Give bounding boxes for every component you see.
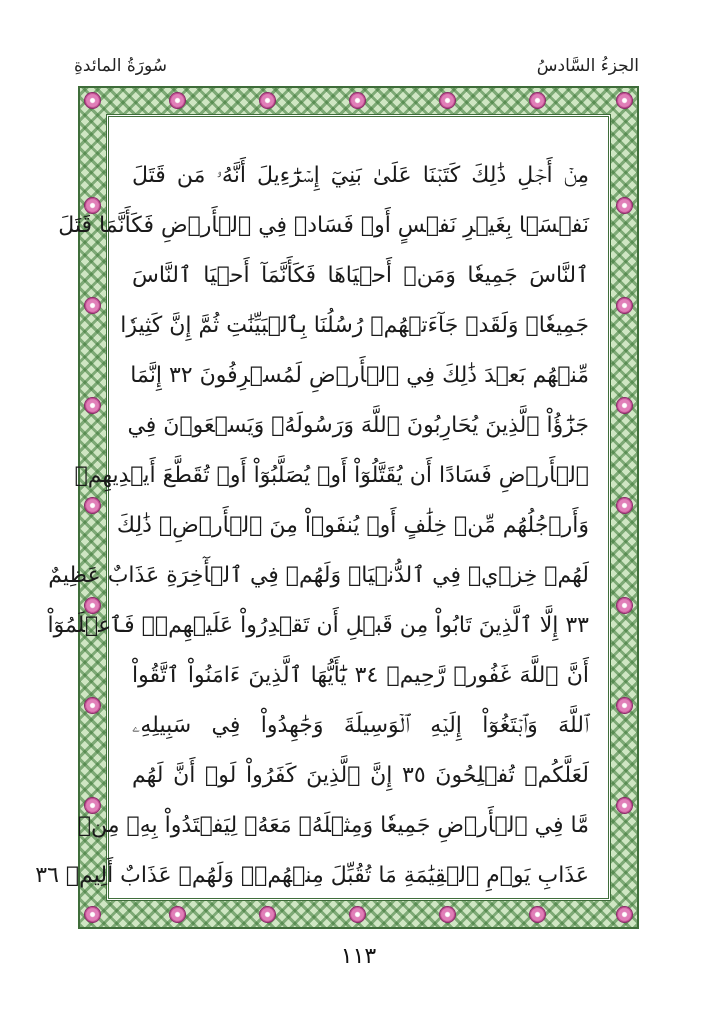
text-line: مِّنۡهُم بَعۡدَ ذَٰلِكَ فِي ٱلۡأَرۡضِ لَمُسۡرِفُونَ ٣٢ إِنَّمَا: [130, 363, 589, 388]
flower-ornament-icon: [260, 907, 275, 922]
flower-ornament-icon: [617, 798, 632, 813]
flower-ornament-icon: [440, 93, 455, 108]
ornamental-frame: [35, 86, 639, 929]
flower-ornament-icon: [617, 93, 632, 108]
flower-ornament-icon: [350, 93, 365, 108]
text-line: أَنَّ ٱللَّهَ غَفُورٞ رَّحِيمٞ ٣٤ يَٰٓأَيُّهَا ٱلَّذِينَ ءَامَنُواْ ٱتَّقُواْ: [132, 663, 589, 688]
text-line: عَذَابِ يَوۡمِ ٱلۡقِيَٰمَةِ مَا تُقُبِّلَ مِنۡهُمۡۖ وَلَهُمۡ عَذَابٌ أَلِيمٞ ٣٦: [35, 863, 589, 888]
flower-ornament-icon: [617, 907, 632, 922]
verse-text: [35, 150, 589, 890]
text-line: لَهُمۡ خِزۡيٞ فِي ٱلدُّنۡيَاۖ وَلَهُمۡ فِي ٱلۡأٓخِرَةِ عَذَابٌ عَظِيمٌ: [48, 563, 589, 588]
surah-label: سُورَةُ المائدةِ: [74, 56, 168, 76]
flower-ornament-icon: [617, 398, 632, 413]
flower-ornament-icon: [617, 298, 632, 313]
flower-ornament-icon: [85, 398, 100, 413]
flower-ornament-icon: [85, 698, 100, 713]
flower-ornament-icon: [617, 498, 632, 513]
text-line: لَعَلَّكُمۡ تُفۡلِحُونَ ٣٥ إِنَّ ٱلَّذِينَ كَفَرُواْ لَوۡ أَنَّ لَهُم: [132, 763, 589, 788]
text-line: ٱللَّهَ وَٱبۡتَغُوٓاْ إِلَيۡهِ ٱلۡوَسِيلَةَ وَجَٰهِدُواْ فِي سَبِيلِهِۦ: [132, 713, 589, 738]
flower-ornament-icon: [170, 93, 185, 108]
text-line: ٱلنَّاسَ جَمِيعٗا وَمَنۡ أَحۡيَاهَا فَكَأَنَّمَآ أَحۡيَا ٱلنَّاسَ: [132, 263, 589, 288]
text-line: جَزَٰٓؤُاْ ٱلَّذِينَ يُحَارِبُونَ ٱللَّهَ وَرَسُولَهُۥ وَيَسۡعَوۡنَ فِي: [127, 413, 589, 438]
text-line: مِنۡ أَجۡلِ ذَٰلِكَ كَتَبۡنَا عَلَىٰ بَنِيٓ إِسۡرَٰٓءِيلَ أَنَّهُۥ مَن قَتَلَ: [132, 163, 589, 188]
flower-ornament-icon: [440, 907, 455, 922]
flower-ornament-icon: [350, 907, 365, 922]
text-line: جَمِيعٗاۚ وَلَقَدۡ جَآءَتۡهُمۡ رُسُلُنَا بِٱلۡبَيِّنَٰتِ ثُمَّ إِنَّ كَثِيرٗا: [120, 313, 589, 338]
flower-ornament-icon: [617, 198, 632, 213]
text-line: ٣٣ إِلَّا ٱلَّذِينَ تَابُواْ مِن قَبۡلِ أَن تَقۡدِرُواْ عَلَيۡهِمۡۖ فَٱعۡلَمُوٓاْ: [47, 613, 589, 638]
page-number: ١١٣: [340, 944, 377, 969]
text-line: ٱلۡأَرۡضِ فَسَادًا أَن يُقَتَّلُوٓاْ أَوۡ يُصَلَّبُوٓاْ أَوۡ تُقَطَّعَ أَيۡدِيهِمۡ: [74, 463, 589, 488]
flower-ornament-icon: [530, 93, 545, 108]
text-line: وَأَرۡجُلُهُم مِّنۡ خِلَٰفٍ أَوۡ يُنفَوۡاْ مِنَ ٱلۡأَرۡضِۚ ذَٰلِكَ: [116, 513, 589, 538]
flower-ornament-icon: [617, 598, 632, 613]
text-line: نَفۡسَۢا بِغَيۡرِ نَفۡسٍ أَوۡ فَسَادٖ فِي ٱلۡأَرۡضِ فَكَأَنَّمَا قَتَلَ: [58, 213, 589, 238]
juz-label: الجزءُ السَّادسُ: [536, 56, 639, 76]
flower-ornament-icon: [85, 298, 100, 313]
flower-ornament-icon: [85, 907, 100, 922]
flower-ornament-icon: [260, 93, 275, 108]
flower-ornament-icon: [170, 907, 185, 922]
flower-ornament-icon: [530, 907, 545, 922]
flower-ornament-icon: [85, 93, 100, 108]
flower-ornament-icon: [617, 698, 632, 713]
text-line: مَّا فِي ٱلۡأَرۡضِ جَمِيعٗا وَمِثۡلَهُۥ مَعَهُۥ لِيَفۡتَدُواْ بِهِۦ مِنۡ: [77, 813, 589, 838]
